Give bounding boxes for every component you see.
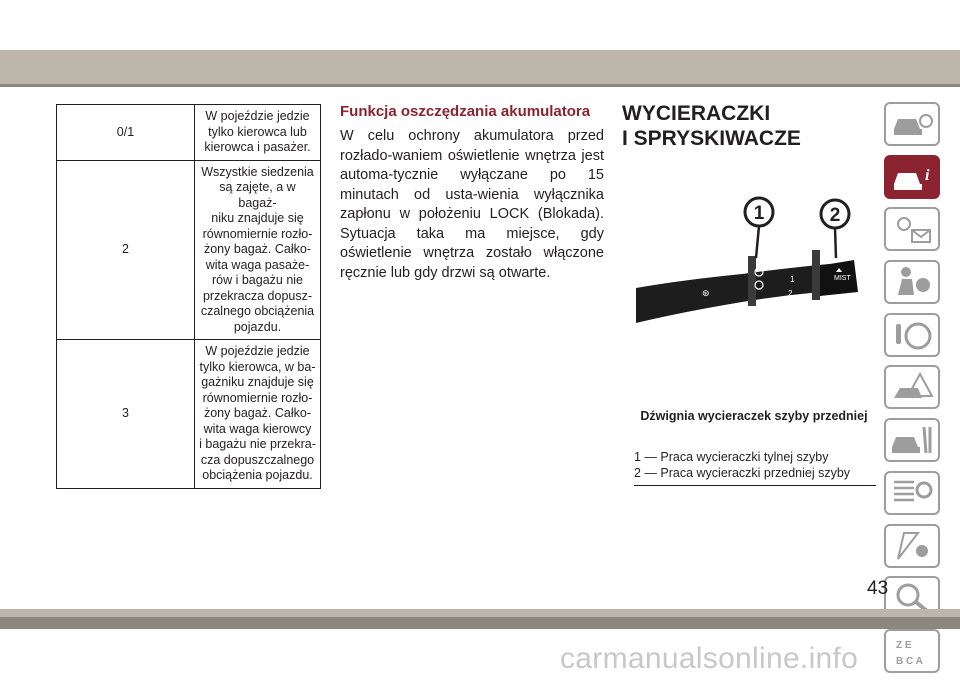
- stalk-ring: [812, 250, 820, 300]
- legend-item: 2 — Praca wycieraczki przedniej szyby: [634, 466, 851, 480]
- load-description: Wszystkie siedzenia są zajęte, a w bagaż- niku znajduje się równomiernie rozło- żony bagaż. Całko- wita waga pasaże- rów i bagażu nie przekracza dopusz- czalnego obciążenia pojazdu.: [195, 160, 321, 340]
- car-tools-icon: [890, 423, 934, 457]
- stalk-mist-label: MIST: [834, 275, 851, 282]
- stalk-pos1-label: 1: [790, 275, 795, 284]
- specs-gear-icon: [890, 476, 934, 510]
- callout-1-number: 1: [753, 203, 765, 224]
- tab-steering[interactable]: [884, 313, 940, 357]
- svg-text:Z E: Z E: [896, 639, 912, 651]
- steering-wheel-icon: [890, 318, 934, 352]
- stalk-low-label: LOW: [790, 302, 804, 308]
- tab-index[interactable]: [884, 629, 940, 673]
- svg-text:i: i: [925, 166, 930, 184]
- battery-section-title: Funkcja oszczędzania akumulatora: [340, 103, 591, 120]
- load-code: 3: [57, 340, 195, 489]
- tab-road-warning[interactable]: [884, 365, 940, 409]
- table-row: [57, 340, 321, 489]
- load-code: 0/1: [57, 105, 195, 161]
- wipers-title: [622, 101, 801, 151]
- battery-section-body: W celu ochrony akumulatora przed rozłado-waniem oświetlenie wnętrza jest automa-tycznie wyłączane po 15 minutach od usta-wienia wyłącznika zapłonu w położeniu LOCK (Blokada). Sytuacja taka ma miejsce, gdy oświetlenie wnętrza zostało włączone ręcznie lub gdy drzwi są otwarte.: [340, 128, 604, 281]
- airbag-person-icon: [890, 265, 934, 299]
- table-row: [57, 105, 321, 161]
- wiper-stalk-figure: [622, 188, 877, 398]
- multimedia-icon: [890, 529, 934, 563]
- watermark: carmanualsonline.info: [560, 642, 859, 675]
- tab-car-info[interactable]: [884, 155, 940, 199]
- tab-multimedia[interactable]: [884, 524, 940, 568]
- callout-1-leader: [756, 226, 759, 258]
- tab-warning-lights[interactable]: [884, 207, 940, 251]
- road-warning-icon: [890, 370, 934, 404]
- load-description: W pojeździe jedzie tylko kierowca, w ba- gażniku znajduje się równomiernie rozło- żony bagaż. Całko- wita waga kierowcy i bagażu nie przekra- cza dopuszczalnego obciążenia pojazdu.: [195, 340, 321, 489]
- callout-2-leader: [835, 228, 836, 258]
- car-warning-icon: [890, 107, 934, 141]
- tab-airbag[interactable]: [884, 260, 940, 304]
- stalk-pos2-label: 2: [788, 289, 793, 298]
- tab-specs[interactable]: [884, 471, 940, 515]
- legend-item: 1 — Praca wycieraczki tylnej szyby: [634, 450, 829, 464]
- footer-band: [0, 609, 960, 617]
- chapter-tabs: [884, 102, 944, 682]
- tab-car-warning[interactable]: [884, 102, 940, 146]
- wipers-title-line: WYCIERACZKI: [622, 102, 771, 125]
- tab-car-tools[interactable]: [884, 418, 940, 462]
- figure-caption: Dźwignia wycieraczek szyby przedniej: [640, 409, 868, 423]
- load-code: 2: [57, 160, 195, 340]
- front-wiper-symbol-icon: ⊛: [784, 252, 793, 263]
- car-info-icon: [890, 160, 934, 194]
- wipers-title-line: I SPRYSKIWACZE: [622, 127, 801, 150]
- figure-legend: [634, 449, 876, 486]
- rear-wiper-symbol-icon: ⊛: [702, 288, 710, 298]
- header-rule: [0, 84, 960, 87]
- page-number: 43: [867, 578, 889, 599]
- header-band: [0, 50, 960, 84]
- index-letters-icon: [890, 634, 934, 668]
- warning-lights-icon: [890, 212, 934, 246]
- load-description: W pojeździe jedzie tylko kierowca lub kierowca i pasażer.: [195, 105, 321, 161]
- callout-2-number: 2: [829, 205, 841, 226]
- footer-rule: [0, 617, 960, 629]
- load-table: [56, 104, 321, 489]
- svg-text:B C A: B C A: [896, 655, 923, 667]
- stalk-ring: [748, 256, 756, 306]
- table-row: [57, 160, 321, 340]
